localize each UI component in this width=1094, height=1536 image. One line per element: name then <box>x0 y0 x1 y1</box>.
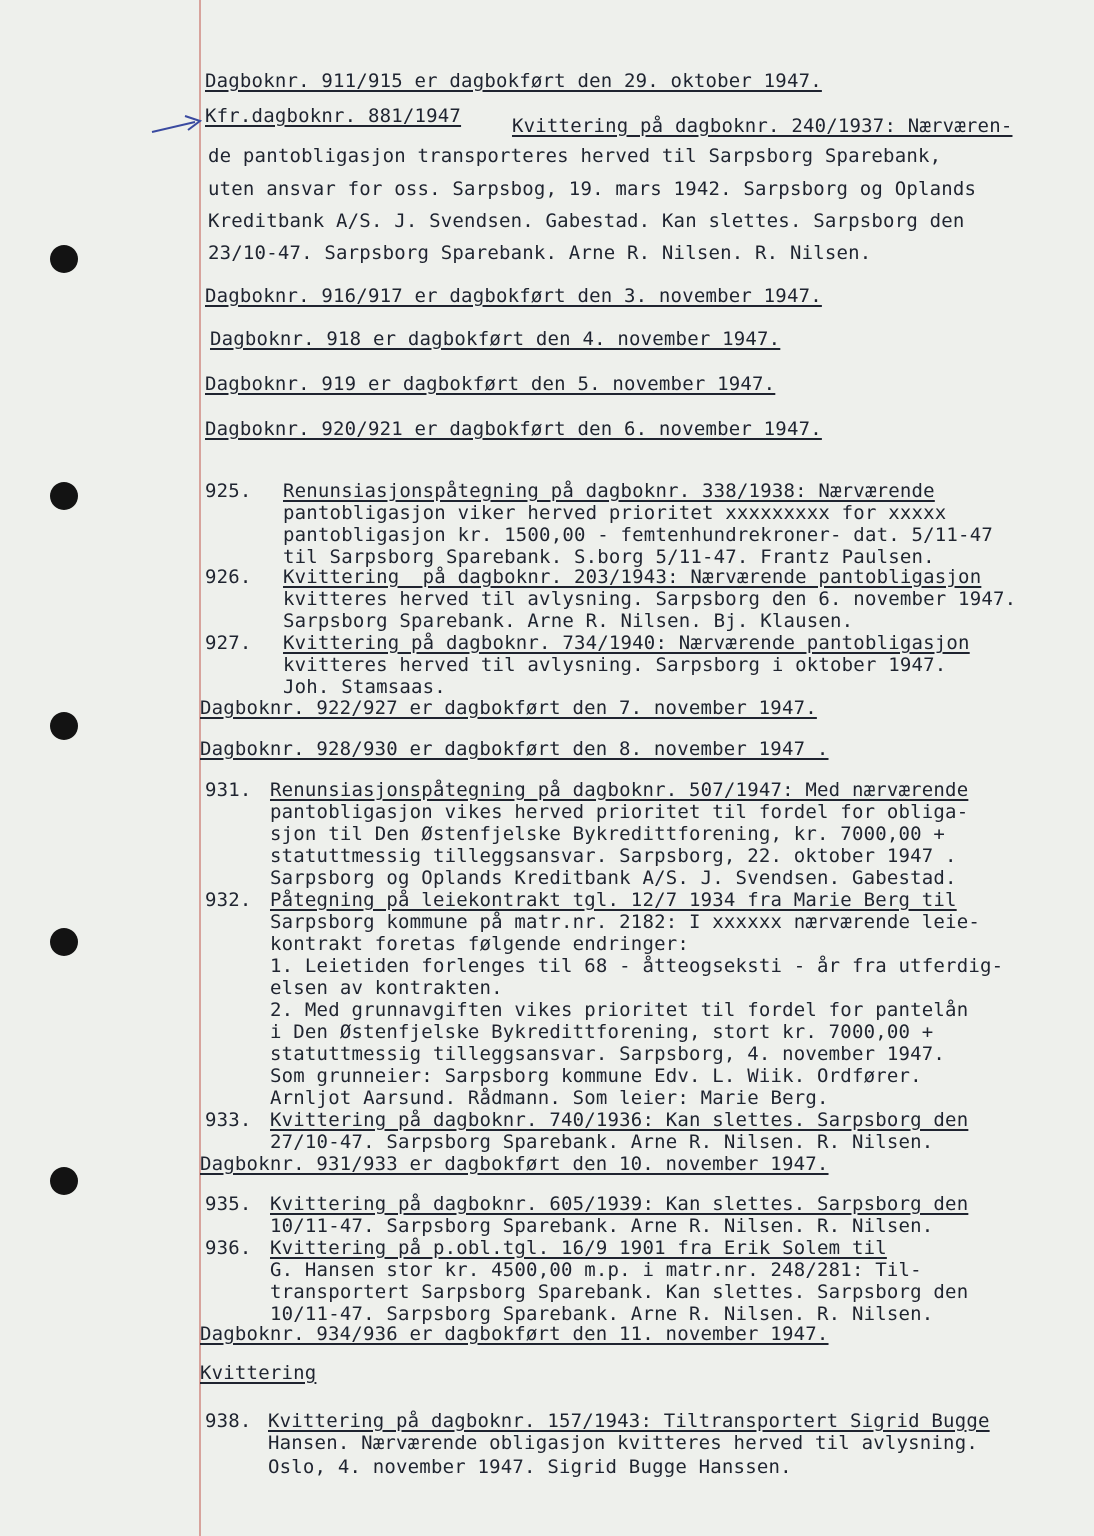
margin-arrow-icon <box>150 114 210 144</box>
text-line: statuttmessig tilleggsansvar. Sarpsborg, 22. oktober 1947 . <box>270 845 957 867</box>
text-line: pantobligasjon viker herved prioritet xxxxxxxxx for xxxxx <box>283 502 947 524</box>
text-line: Joh. Stamsaas. <box>283 676 446 698</box>
punch-hole <box>50 928 78 956</box>
margin-line <box>199 0 201 1536</box>
text-line: Dagboknr. 928/930 er dagbokført den 8. november 1947 . <box>200 738 829 760</box>
text-line: Dagboknr. 934/936 er dagbokført den 11. november 1947. <box>200 1323 829 1345</box>
text-line: pantobligasjon kr. 1500,00 - femtenhundrekroner- dat. 5/11-47 <box>283 524 993 546</box>
text-line: 935. <box>205 1193 252 1215</box>
text-line: elsen av kontrakten. <box>270 977 503 999</box>
text-line: transportert Sarpsborg Sparebank. Kan slettes. Sarpsborg den <box>270 1281 969 1303</box>
text-line: 933. <box>205 1109 252 1131</box>
text-line: Kvittering på dagboknr. 734/1940: Nærværende pantobligasjon <box>283 632 970 654</box>
text-line: 931. <box>205 779 252 801</box>
text-line: 936. <box>205 1237 252 1259</box>
text-line: Renunsiasjonspåtegning på dagboknr. 507/1947: Med nærværende <box>270 779 969 801</box>
text-line: Kvittering på dagboknr. 605/1939: Kan slettes. Sarpsborg den <box>270 1193 969 1215</box>
text-line: Sarpsborg kommune på matr.nr. 2182: I xxxxxx nærværende leie- <box>270 911 980 933</box>
punch-hole <box>50 245 78 273</box>
text-line: 927. <box>205 632 252 654</box>
text-line: 2. Med grunnavgiften vikes prioritet til fordel for pantelån <box>270 999 969 1021</box>
text-line: 1. Leietiden forlenges til 68 - åtteogseksti - år fra utferdig- <box>270 955 1004 977</box>
text-line: Kvittering på dagboknr. 740/1936: Kan slettes. Sarpsborg den <box>270 1109 969 1131</box>
text-line: Dagboknr. 931/933 er dagbokført den 10. november 1947. <box>200 1153 829 1175</box>
text-line: Renunsiasjonspåtegning på dagboknr. 338/1938: Nærværende <box>283 480 935 502</box>
text-line: Dagboknr. 920/921 er dagbokført den 6. november 1947. <box>205 418 822 440</box>
punch-hole <box>50 1167 78 1195</box>
text-line: 27/10-47. Sarpsborg Sparebank. Arne R. Nilsen. R. Nilsen. <box>270 1131 934 1153</box>
text-line: kontrakt foretas følgende endringer: <box>270 933 690 955</box>
text-line: kvitteres herved til avlysning. Sarpsborg i oktober 1947. <box>283 654 947 676</box>
text-line: 10/11-47. Sarpsborg Sparebank. Arne R. Nilsen. R. Nilsen. <box>270 1303 934 1325</box>
text-line: G. Hansen stor kr. 4500,00 m.p. i matr.nr. 248/281: Til- <box>270 1259 922 1281</box>
text-line: statuttmessig tilleggsansvar. Sarpsborg, 4. november 1947. <box>270 1043 946 1065</box>
text-line: sjon til Den Østenfjelske Bykredittforening, kr. 7000,00 + <box>270 823 946 845</box>
text-line: 10/11-47. Sarpsborg Sparebank. Arne R. Nilsen. R. Nilsen. <box>270 1215 934 1237</box>
text-line: Kvittering på dagboknr. 203/1943: Nærværende pantobligasjon <box>283 566 982 588</box>
text-line: til Sarpsborg Sparebank. S.borg 5/11-47. Frantz Paulsen. <box>283 546 935 568</box>
text-line: Kvittering på dagboknr. 157/1943: Tiltransportert Sigrid Bugge <box>268 1410 990 1432</box>
text-line: Kvittering på p.obl.tgl. 16/9 1901 fra Erik Solem til <box>270 1237 887 1259</box>
text-line: 938. <box>205 1410 252 1432</box>
text-line: Kreditbank A/S. J. Svendsen. Gabestad. Kan slettes. Sarpsborg den <box>208 210 965 232</box>
text-line: 925. <box>205 480 252 502</box>
text-line: Dagboknr. 922/927 er dagbokført den 7. november 1947. <box>200 697 817 719</box>
text-line: pantobligasjon vikes herved prioritet til fordel for obliga- <box>270 801 969 823</box>
text-line: Oslo, 4. november 1947. Sigrid Bugge Hanssen. <box>268 1456 792 1478</box>
text-line: Som grunneier: Sarpsborg kommune Edv. L. Wiik. Ordfører. <box>270 1065 922 1087</box>
text-line: Hansen. Nærværende obligasjon kvitteres herved til avlysning. <box>268 1432 978 1454</box>
text-line: i Den Østenfjelske Bykredittforening, stort kr. 7000,00 + <box>270 1021 934 1043</box>
text-line: Sarpsborg Sparebank. Arne R. Nilsen. Bj. Klausen. <box>283 610 854 632</box>
text-line: Dagboknr. 918 er dagbokført den 4. november 1947. <box>210 328 781 350</box>
text-line: de pantobligasjon transporteres herved til Sarpsborg Sparebank, <box>208 145 942 167</box>
text-line: Kfr.dagboknr. 881/1947 <box>205 105 462 127</box>
punch-hole <box>50 482 78 510</box>
text-line: kvitteres herved til avlysning. Sarpsborg den 6. november 1947. <box>283 588 1017 610</box>
text-line: Arnljot Aarsund. Rådmann. Som leier: Marie Berg. <box>270 1087 829 1109</box>
text-line: 926. <box>205 566 252 588</box>
text-line: Dagboknr. 916/917 er dagbokført den 3. november 1947. <box>205 285 822 307</box>
text-line: 23/10-47. Sarpsborg Sparebank. Arne R. Nilsen. R. Nilsen. <box>208 242 872 264</box>
text-line: Sarpsborg og Oplands Kreditbank A/S. J. Svendsen. Gabestad. <box>270 867 957 889</box>
text-line: Kvittering på dagboknr. 240/1937: Nærværen- <box>512 115 1013 137</box>
text-line: 932. <box>205 889 252 911</box>
text-line: Kvittering <box>200 1362 317 1384</box>
text-line: Påtegning på leiekontrakt tgl. 12/7 1934 fra Marie Berg til <box>270 889 957 911</box>
text-line: uten ansvar for oss. Sarpsbog, 19. mars 1942. Sarpsborg og Oplands <box>208 178 977 200</box>
text-line: Dagboknr. 911/915 er dagbokført den 29. oktober 1947. <box>205 70 822 92</box>
text-line: Dagboknr. 919 er dagbokført den 5. november 1947. <box>205 373 776 395</box>
punch-hole <box>50 712 78 740</box>
